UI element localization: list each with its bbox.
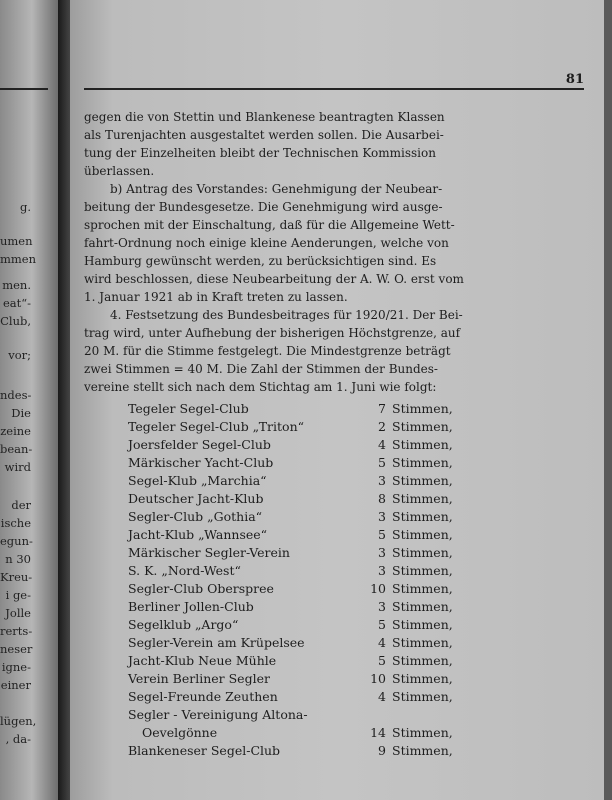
club-row [128, 670, 472, 688]
club-votes: 2 [378, 419, 386, 434]
club-row [128, 454, 472, 472]
text-line: vereine stellt sich nach dem Stichtag am 1. Juni wie folgt: [84, 380, 437, 394]
club-row [128, 544, 472, 562]
text-line: sprochen mit der Einschaltung, daß für die Allgemeine Wett- [84, 218, 455, 232]
club-votes: 10 [370, 581, 386, 596]
votes-unit: Stimmen, [392, 509, 453, 524]
paragraph-1 [84, 108, 512, 180]
club-row [128, 436, 472, 454]
club-votes: 5 [378, 617, 386, 632]
text-line: Hamburg gewünscht werden, zu berücksichtigen sind. Es [84, 254, 437, 268]
votes-unit: Stimmen, [392, 473, 453, 488]
votes-unit: Stimmen, [392, 437, 453, 452]
left-page-fragment: eat“- [2, 296, 31, 310]
club-row [128, 706, 472, 724]
left-page-fragment: Kreu- [0, 570, 33, 584]
club-name: S. K. „Nord-West“ [128, 563, 241, 578]
text-line: 1. Januar 1921 ab in Kraft treten zu lassen. [84, 290, 348, 304]
club-votes-table [128, 400, 472, 760]
club-row [128, 580, 472, 598]
club-name: Joersfelder Segel-Club [128, 437, 271, 452]
page-number: 81 [565, 72, 584, 87]
left-page-fragment: , da- [5, 732, 31, 746]
left-page-fragment: egun- [0, 534, 33, 548]
left-page-fragment: neser [0, 642, 33, 656]
club-name: Segel-Klub „Marchia“ [128, 473, 267, 488]
club-row [128, 616, 472, 634]
club-votes: 9 [378, 743, 386, 758]
left-page-fragment: i ge- [5, 588, 31, 602]
club-votes: 4 [378, 689, 386, 704]
paragraph-2 [84, 180, 512, 306]
club-row [128, 418, 472, 436]
club-row [128, 688, 472, 706]
club-votes: 5 [378, 653, 386, 668]
left-page-fragment: ndes- [0, 388, 32, 402]
club-votes: 7 [378, 401, 386, 416]
votes-unit: Stimmen, [392, 563, 453, 578]
club-row [128, 742, 472, 760]
votes-unit: Stimmen, [392, 419, 453, 434]
club-name: Deutscher Jacht-Klub [128, 491, 264, 506]
left-page-fragment: der [11, 498, 31, 512]
text-line: trag wird, unter Aufhebung der bisherigen Höchstgrenze, auf [84, 326, 461, 340]
club-row [128, 526, 472, 544]
left-page-fragment: wird [4, 460, 31, 474]
left-page-fragment: vor; [8, 348, 31, 362]
club-row [128, 400, 472, 418]
club-votes: 14 [370, 725, 386, 740]
club-name: Tegeler Segel-Club „Triton“ [128, 419, 305, 434]
club-votes: 4 [378, 437, 386, 452]
votes-unit: Stimmen, [392, 491, 453, 506]
votes-unit: Stimmen, [392, 635, 453, 650]
text-line: b) Antrag des Vorstandes: Genehmigung der Neubear- [110, 182, 443, 196]
votes-unit: Stimmen, [392, 581, 453, 596]
votes-unit: Stimmen, [392, 653, 453, 668]
votes-unit: Stimmen, [392, 527, 453, 542]
club-row [128, 652, 472, 670]
book-gutter [58, 0, 70, 800]
left-page-fragment: mmen [0, 252, 37, 266]
club-votes: 3 [378, 599, 386, 614]
text-line: als Turenjachten ausgestaltet werden sollen. Die Ausarbei- [84, 128, 444, 142]
left-page-fragment: zeine [0, 424, 31, 438]
club-name: Segler-Club „Gothia“ [128, 509, 263, 524]
club-votes [356, 706, 392, 724]
club-name: Segel-Freunde Zeuthen [128, 689, 278, 704]
club-name: Oevelgönne [142, 725, 218, 740]
club-name: Segler - Vereinigung Altona- [128, 707, 308, 722]
club-name: Segler-Club Oberspree [128, 581, 274, 596]
club-votes: 3 [378, 509, 386, 524]
votes-unit: Stimmen, [392, 545, 453, 560]
scan-edge [604, 0, 612, 800]
left-page-fragment: bean- [0, 442, 33, 456]
club-votes: 8 [378, 491, 386, 506]
text-line: gegen die von Stettin und Blankenese beantragten Klassen [84, 110, 445, 124]
club-row [128, 724, 472, 742]
club-votes: 4 [378, 635, 386, 650]
votes-unit: Stimmen, [392, 671, 453, 686]
club-row [128, 490, 472, 508]
votes-unit: Stimmen, [392, 455, 453, 470]
club-name: Segelklub „Argo“ [128, 617, 239, 632]
votes-unit: Stimmen, [392, 725, 453, 740]
left-page-fragment: igne- [1, 660, 31, 674]
left-page-fragment: umen [0, 234, 33, 248]
votes-unit: Stimmen, [392, 689, 453, 704]
left-page-fragment: lügen, [0, 714, 37, 728]
left-page-fragment: ische [0, 516, 31, 530]
club-votes-rows [128, 400, 472, 760]
club-row [128, 562, 472, 580]
text-line: 20 M. für die Stimme festgelegt. Die Mindestgrenze beträgt [84, 344, 451, 358]
club-name: Berliner Jollen-Club [128, 599, 254, 614]
club-name: Verein Berliner Segler [128, 671, 270, 686]
left-page-fragment: Die [11, 406, 31, 420]
club-row [128, 508, 472, 526]
club-votes: 5 [378, 455, 386, 470]
club-name: Tegeler Segel-Club [128, 401, 249, 416]
club-name: Jacht-Klub „Wannsee“ [128, 527, 268, 542]
left-page-fragment: Club, [0, 314, 31, 328]
club-votes: 3 [378, 563, 386, 578]
paragraph-3 [84, 306, 512, 396]
club-name: Jacht-Klub Neue Mühle [128, 653, 277, 668]
votes-unit: Stimmen, [392, 617, 453, 632]
left-page-fragment: g. [19, 200, 31, 214]
club-name: Märkischer Segler-Verein [128, 545, 290, 560]
club-name: Segler-Verein am Krüpelsee [128, 635, 305, 650]
left-page-fragment: einer [0, 678, 31, 692]
text-line: wird beschlossen, diese Neubearbeitung der A. W. O. erst vom [84, 272, 464, 286]
club-votes: 3 [378, 545, 386, 560]
club-name: Märkischer Yacht-Club [128, 455, 274, 470]
left-page-header-rule [0, 88, 48, 90]
left-page-fragment: n 30 [5, 552, 31, 566]
club-votes: 5 [378, 527, 386, 542]
votes-unit [392, 706, 472, 724]
club-name: Blankeneser Segel-Club [128, 743, 281, 758]
votes-unit: Stimmen, [392, 401, 453, 416]
text-line: fahrt-Ordnung noch einige kleine Aenderungen, welche von [84, 236, 449, 250]
text-line: beitung der Bundesgesetze. Die Genehmigung wird ausge- [84, 200, 443, 214]
body-text [84, 108, 512, 396]
text-line: zwei Stimmen = 40 M. Die Zahl der Stimmen der Bundes- [84, 362, 438, 376]
left-page-fragment: rerts- [0, 624, 33, 638]
left-page-fragment: Jolle [5, 606, 31, 620]
votes-unit: Stimmen, [392, 743, 453, 758]
club-row [128, 598, 472, 616]
left-page-fragment: men. [2, 278, 31, 292]
text-line: 4. Festsetzung des Bundesbeitrages für 1920/21. Der Bei- [110, 308, 463, 322]
club-row [128, 634, 472, 652]
left-page-edge [0, 0, 58, 800]
club-row [128, 472, 472, 490]
text-line: überlassen. [84, 164, 155, 178]
book-page [70, 0, 604, 800]
votes-unit: Stimmen, [392, 599, 453, 614]
text-line: tung der Einzelheiten bleibt der Technischen Kommission [84, 146, 436, 160]
header-rule [84, 88, 584, 90]
club-votes: 3 [378, 473, 386, 488]
club-votes: 10 [370, 671, 386, 686]
